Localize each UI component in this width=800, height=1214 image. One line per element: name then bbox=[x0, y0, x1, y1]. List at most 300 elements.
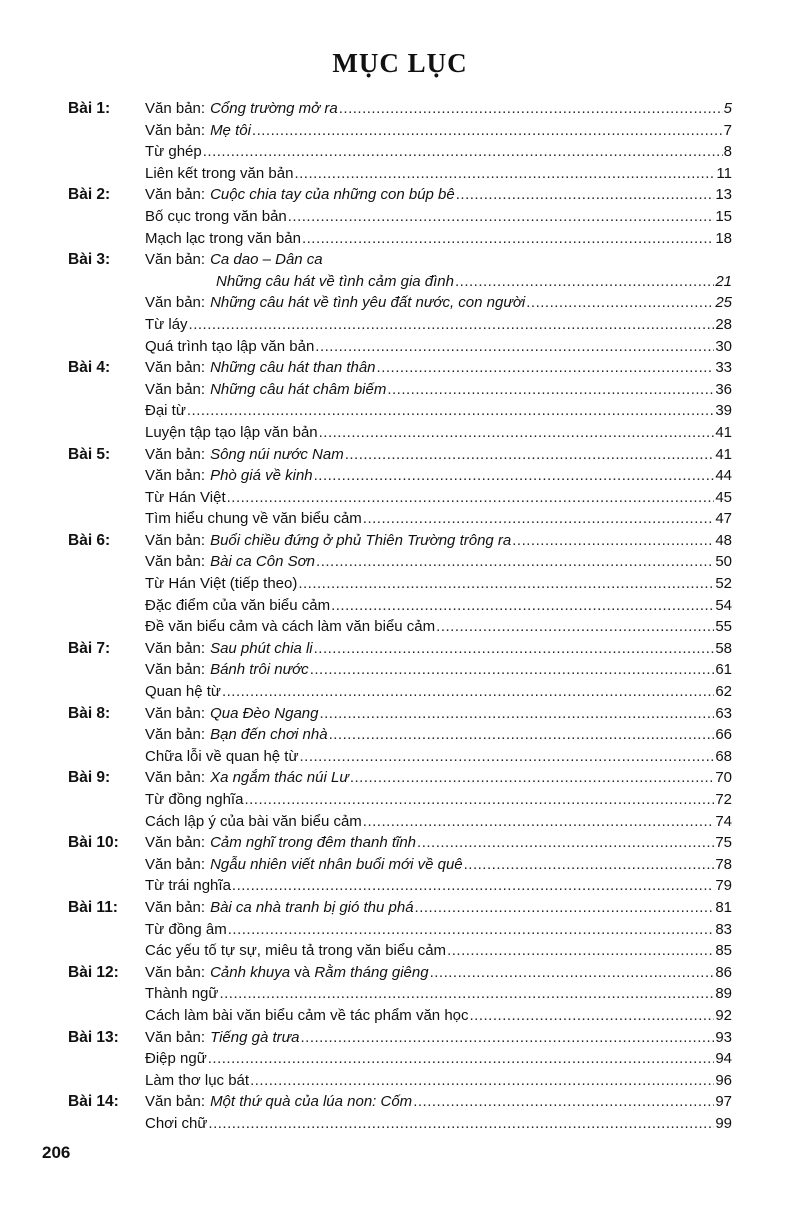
dot-leader bbox=[363, 508, 715, 530]
toc-entry bbox=[145, 1070, 732, 1092]
toc-row bbox=[68, 249, 732, 271]
entry-title-part: Từ đồng âm bbox=[145, 920, 227, 938]
toc-entry bbox=[145, 1048, 732, 1070]
toc-row bbox=[68, 444, 732, 466]
dot-leader bbox=[415, 897, 715, 919]
toc-entry bbox=[145, 530, 732, 552]
entry-title-part: Làm thơ lục bát bbox=[145, 1071, 250, 1089]
entry-title bbox=[145, 573, 297, 595]
dot-leader bbox=[203, 141, 723, 163]
entry-page-number: 25 bbox=[715, 294, 732, 312]
dot-leader bbox=[208, 1113, 714, 1135]
entry-prefix: Văn bản: bbox=[145, 963, 206, 981]
entry-page-number: 48 bbox=[715, 531, 732, 549]
entry-title-part: Qua Đèo Ngang bbox=[210, 704, 319, 722]
toc-entry bbox=[145, 508, 732, 530]
entry-page-number: 79 bbox=[715, 877, 732, 895]
entry-page-number: 86 bbox=[715, 963, 732, 981]
toc-entry bbox=[145, 228, 732, 250]
entry-title bbox=[145, 1005, 469, 1027]
entry-page-number: 62 bbox=[715, 683, 732, 701]
entry-page-number: 8 bbox=[723, 143, 732, 161]
entry-title-part: Từ đồng nghĩa bbox=[145, 791, 244, 808]
entry-page-number: 99 bbox=[715, 1114, 732, 1132]
toc-entry bbox=[145, 1113, 732, 1135]
toc-entry bbox=[145, 616, 732, 638]
entry-page-number: 63 bbox=[715, 704, 732, 722]
entry-page-number: 89 bbox=[715, 985, 732, 1003]
dot-leader bbox=[288, 206, 715, 228]
toc-row bbox=[68, 638, 732, 660]
entry-title bbox=[145, 141, 202, 163]
entry-title bbox=[210, 292, 525, 314]
entry-title-part: Bài ca nhà tranh bị gió thu phá bbox=[210, 898, 414, 916]
dot-leader bbox=[298, 573, 714, 595]
entry-title-part: Phò giá về kinh bbox=[210, 467, 313, 485]
entry-page-number: 28 bbox=[715, 315, 732, 333]
entry-prefix: Văn bản: bbox=[145, 834, 206, 852]
entry-title bbox=[210, 444, 344, 466]
dot-leader bbox=[244, 789, 714, 811]
entry-title bbox=[210, 530, 511, 552]
entry-page-number: 74 bbox=[715, 812, 732, 830]
entry-title bbox=[210, 854, 463, 876]
entry-page-number: 75 bbox=[715, 834, 732, 852]
entry-title-part: Rằm tháng giêng bbox=[314, 963, 429, 981]
toc-entry bbox=[145, 724, 732, 746]
lesson-label: Bài 12: bbox=[68, 963, 119, 981]
toc-entry bbox=[145, 897, 732, 919]
dot-leader bbox=[345, 444, 715, 466]
entry-title-part: Cổng trường mở ra bbox=[210, 100, 338, 117]
entry-page-number: 50 bbox=[715, 553, 732, 571]
entry-prefix: Văn bản: bbox=[145, 639, 206, 657]
entry-title-part: Tiếng gà trưa bbox=[210, 1028, 300, 1046]
entry-page-number: 7 bbox=[723, 121, 732, 139]
entry-title-part: Đặc điểm của văn biểu cảm bbox=[145, 596, 331, 614]
entry-title-part: Bố cục trong văn bản bbox=[145, 207, 287, 225]
entry-title bbox=[145, 595, 330, 617]
toc-entry bbox=[145, 746, 732, 768]
entry-prefix: Văn bản: bbox=[145, 251, 206, 269]
entry-title-part: Những câu hát châm biếm bbox=[210, 380, 387, 398]
entry-title-part: Cuộc chia tay của những con búp bê bbox=[210, 186, 455, 204]
entry-page-number: 18 bbox=[715, 229, 732, 247]
toc-entry bbox=[145, 854, 732, 876]
entry-page-number: 68 bbox=[715, 747, 732, 765]
toc-entry bbox=[145, 703, 732, 725]
toc-entry bbox=[216, 271, 732, 293]
dot-leader bbox=[526, 292, 714, 314]
entry-prefix: Văn bản: bbox=[145, 769, 206, 787]
entry-prefix: Văn bản: bbox=[145, 898, 206, 916]
entry-title-part: Sau phút chia li bbox=[210, 639, 313, 657]
entry-title bbox=[210, 357, 375, 379]
entry-title-part: Từ Hán Việt bbox=[145, 488, 226, 506]
entry-title-part: Cách làm bài văn biểu cảm về tác phẩm văn học bbox=[145, 1006, 469, 1024]
entry-prefix: Văn bản: bbox=[145, 661, 206, 679]
entry-title bbox=[210, 638, 313, 660]
toc-entry bbox=[145, 141, 732, 163]
entry-title-part: Đại từ bbox=[145, 402, 186, 420]
entry-title bbox=[145, 746, 299, 768]
entry-page-number: 83 bbox=[715, 920, 732, 938]
toc-entry bbox=[145, 962, 732, 984]
page-title: MỤC LỤC bbox=[332, 48, 468, 78]
entry-page-number: 41 bbox=[715, 445, 732, 463]
entry-title bbox=[145, 1070, 249, 1092]
dot-leader bbox=[470, 1005, 715, 1027]
dot-leader bbox=[208, 1048, 715, 1070]
toc-entry bbox=[145, 811, 732, 833]
entry-title bbox=[145, 875, 231, 897]
entry-page-number: 58 bbox=[715, 639, 732, 657]
entry-page-number: 97 bbox=[715, 1093, 732, 1111]
toc-row bbox=[68, 551, 732, 573]
dot-leader bbox=[252, 120, 723, 142]
entry-title bbox=[210, 1091, 412, 1113]
entry-prefix: Văn bản: bbox=[145, 1028, 206, 1046]
toc-row bbox=[68, 422, 732, 444]
entry-title bbox=[210, 962, 429, 984]
entry-title bbox=[210, 1027, 299, 1049]
entry-prefix: Văn bản: bbox=[145, 359, 206, 377]
entry-title bbox=[145, 400, 186, 422]
dot-leader bbox=[189, 314, 715, 336]
entry-title bbox=[216, 271, 454, 293]
entry-title-part: Một thứ quà của lúa non: Cốm bbox=[210, 1093, 413, 1111]
entry-page-number: 33 bbox=[715, 359, 732, 377]
toc-entry bbox=[145, 163, 732, 185]
entry-title-part: Buổi chiều đứng ở phủ Thiên Trường trông ra bbox=[210, 531, 512, 549]
entry-title bbox=[145, 314, 188, 336]
lesson-label: Bài 3: bbox=[68, 251, 111, 269]
dot-leader bbox=[331, 595, 714, 617]
entry-page-number: 52 bbox=[715, 575, 732, 593]
dot-leader bbox=[222, 681, 714, 703]
lesson-label: Bài 6: bbox=[68, 531, 111, 549]
dot-leader bbox=[228, 919, 715, 941]
entry-title bbox=[210, 379, 386, 401]
entry-prefix: Văn bản: bbox=[145, 855, 206, 873]
toc-row bbox=[68, 832, 732, 854]
toc-row bbox=[68, 292, 732, 314]
entry-title bbox=[145, 1113, 207, 1135]
entry-title-part: Luyện tập tạo lập văn bản bbox=[145, 423, 318, 441]
entry-page-number: 96 bbox=[715, 1071, 732, 1089]
toc-entry bbox=[145, 1005, 732, 1027]
entry-title bbox=[145, 681, 221, 703]
toc-row bbox=[68, 595, 732, 617]
toc-entry bbox=[145, 336, 732, 358]
toc-row bbox=[68, 573, 732, 595]
dot-leader bbox=[310, 659, 715, 681]
toc-row bbox=[68, 357, 732, 379]
entry-title-part: Đề văn biểu cảm và cách làm văn biểu cảm bbox=[145, 618, 436, 636]
toc-entry bbox=[145, 314, 732, 336]
dot-leader bbox=[302, 228, 714, 250]
entry-title bbox=[210, 465, 313, 487]
dot-leader bbox=[329, 724, 715, 746]
dot-leader bbox=[294, 163, 715, 185]
entry-title-part: Bánh trôi nước bbox=[210, 661, 309, 679]
dot-leader bbox=[430, 962, 715, 984]
dot-leader bbox=[447, 940, 714, 962]
entry-title-part: Sông núi nước Nam bbox=[210, 445, 344, 463]
entry-title-part: Liên kết trong văn bản bbox=[145, 164, 294, 182]
dot-leader bbox=[455, 271, 714, 293]
entry-prefix: Văn bản: bbox=[145, 186, 206, 204]
entry-title-part: Những câu hát về tình cảm gia đình bbox=[216, 272, 454, 290]
dot-leader bbox=[300, 1027, 714, 1049]
toc-entry bbox=[145, 120, 732, 142]
toc-entry bbox=[145, 789, 732, 811]
entry-title-part: Quan hệ từ bbox=[145, 683, 221, 701]
dot-leader bbox=[339, 98, 723, 120]
entry-title-part: Quá trình tạo lập văn bản bbox=[145, 337, 315, 355]
entry-page-number: 36 bbox=[715, 380, 732, 398]
lesson-label: Bài 1: bbox=[68, 100, 111, 117]
entry-title-part: Cảnh khuya bbox=[210, 963, 291, 981]
toc-entry bbox=[145, 184, 732, 206]
toc-row bbox=[68, 271, 732, 293]
toc-row bbox=[68, 163, 732, 185]
dot-leader bbox=[316, 551, 714, 573]
toc-row bbox=[68, 897, 732, 919]
entry-title bbox=[210, 120, 251, 142]
toc-row bbox=[68, 1091, 732, 1113]
entry-title-part: Điệp ngữ bbox=[145, 1050, 207, 1068]
dot-leader bbox=[363, 811, 715, 833]
entry-title-part: Ca dao – Dân ca bbox=[210, 251, 323, 269]
entry-page-number: 44 bbox=[715, 467, 732, 485]
entry-title bbox=[210, 659, 309, 681]
dot-leader bbox=[436, 616, 714, 638]
dot-leader bbox=[350, 767, 714, 789]
entry-title-part: Mạch lạc trong văn bản bbox=[145, 229, 301, 247]
lesson-label: Bài 9: bbox=[68, 769, 111, 787]
toc-entry bbox=[145, 465, 732, 487]
entry-page-number: 13 bbox=[715, 186, 732, 204]
toc-row bbox=[68, 206, 732, 228]
toc-row bbox=[68, 681, 732, 703]
entry-prefix: Văn bản: bbox=[145, 294, 206, 312]
entry-title-part: Các yếu tố tự sự, miêu tả trong văn biểu cảm bbox=[145, 942, 447, 960]
lesson-label: Bài 13: bbox=[68, 1028, 119, 1046]
lesson-label: Bài 11: bbox=[68, 898, 118, 916]
entry-prefix: Văn bản: bbox=[145, 553, 206, 571]
entry-page-number: 45 bbox=[715, 488, 732, 506]
entry-title bbox=[145, 811, 362, 833]
entry-title bbox=[145, 422, 318, 444]
toc-entry bbox=[145, 638, 732, 660]
entry-title-part: Cách lập ý của bài văn biểu cảm bbox=[145, 812, 362, 830]
entry-page-number: 39 bbox=[715, 402, 732, 420]
entry-page-number: 93 bbox=[715, 1028, 732, 1046]
toc-entry bbox=[145, 1027, 732, 1049]
entry-prefix: Văn bản: bbox=[145, 121, 206, 139]
entry-prefix: Văn bản: bbox=[145, 100, 206, 117]
toc-row bbox=[68, 1048, 732, 1070]
entry-title-part: Xa ngắm thác núi Lư bbox=[210, 769, 349, 787]
toc-entry bbox=[145, 659, 732, 681]
entry-title bbox=[145, 983, 218, 1005]
entry-title-part: Chữa lỗi về quan hệ từ bbox=[145, 747, 299, 765]
dot-leader bbox=[219, 983, 714, 1005]
entry-title-part: Từ ghép bbox=[145, 143, 202, 161]
entry-title bbox=[210, 551, 315, 573]
dot-leader bbox=[377, 357, 715, 379]
entry-title bbox=[145, 789, 243, 811]
toc-entry bbox=[145, 444, 732, 466]
toc-row bbox=[68, 336, 732, 358]
entry-title bbox=[210, 767, 349, 789]
entry-page-number: 5 bbox=[723, 100, 732, 117]
entry-title-part: Tìm hiểu chung về văn biểu cảm bbox=[145, 510, 362, 528]
toc-row bbox=[68, 659, 732, 681]
dot-leader bbox=[512, 530, 714, 552]
toc-entry bbox=[145, 292, 732, 314]
entry-title bbox=[145, 616, 435, 638]
entry-title bbox=[145, 487, 226, 509]
entry-page-number: 61 bbox=[715, 661, 732, 679]
dot-leader bbox=[319, 422, 715, 444]
entry-title bbox=[210, 724, 328, 746]
dot-leader bbox=[387, 379, 714, 401]
toc-row bbox=[68, 400, 732, 422]
entry-page-number: 30 bbox=[715, 337, 732, 355]
toc-row bbox=[68, 983, 732, 1005]
toc-entry bbox=[145, 940, 732, 962]
lesson-label: Bài 4: bbox=[68, 359, 111, 377]
toc-row bbox=[68, 530, 732, 552]
dot-leader bbox=[314, 465, 715, 487]
toc-row bbox=[68, 1070, 732, 1092]
toc-row bbox=[68, 465, 732, 487]
entry-page-number: 54 bbox=[715, 596, 732, 614]
toc-entry bbox=[145, 422, 732, 444]
entry-page-number: 94 bbox=[715, 1050, 732, 1068]
entry-title-part: Ngẫu nhiên viết nhân buổi mới về quê bbox=[210, 855, 463, 873]
lesson-label: Bài 10: bbox=[68, 834, 119, 852]
toc-entry bbox=[145, 249, 732, 271]
entry-title-part: Bạn đến chơi nhà bbox=[210, 726, 328, 744]
entry-title-part: Bài ca Côn Sơn bbox=[210, 553, 316, 571]
page-number: 206 bbox=[42, 1143, 71, 1162]
toc-entry bbox=[145, 487, 732, 509]
toc-row bbox=[68, 508, 732, 530]
entry-title-part: Cảm nghĩ trong đêm thanh tĩnh bbox=[210, 834, 417, 852]
entry-page-number: 81 bbox=[715, 898, 732, 916]
toc-entry bbox=[145, 573, 732, 595]
entry-title-part: Chơi chữ bbox=[145, 1114, 208, 1132]
dot-leader bbox=[227, 487, 715, 509]
entry-page-number: 41 bbox=[715, 423, 732, 441]
toc-entry bbox=[145, 551, 732, 573]
entry-prefix: Văn bản: bbox=[145, 726, 206, 744]
entry-title bbox=[145, 508, 362, 530]
dot-leader bbox=[413, 1091, 714, 1113]
entry-title-part: và bbox=[290, 963, 315, 981]
entry-title bbox=[145, 206, 287, 228]
toc-entry bbox=[145, 595, 732, 617]
entry-title bbox=[145, 228, 301, 250]
toc-entry bbox=[145, 1091, 732, 1113]
toc-row bbox=[68, 98, 732, 120]
dot-leader bbox=[319, 703, 714, 725]
toc-row bbox=[68, 184, 732, 206]
toc-row bbox=[68, 1113, 732, 1135]
lesson-label: Bài 5: bbox=[68, 445, 111, 463]
dot-leader bbox=[250, 1070, 714, 1092]
entry-title bbox=[145, 336, 314, 358]
entry-title bbox=[210, 703, 318, 725]
entry-title bbox=[145, 940, 446, 962]
lesson-label: Bài 14: bbox=[68, 1093, 119, 1111]
entry-page-number: 55 bbox=[715, 618, 732, 636]
dot-leader bbox=[464, 854, 715, 876]
lesson-label: Bài 8: bbox=[68, 704, 111, 722]
entry-page-number: 78 bbox=[715, 855, 732, 873]
entry-prefix: Văn bản: bbox=[145, 704, 206, 722]
entry-page-number: 21 bbox=[715, 272, 732, 290]
entry-title-part: Thành ngữ bbox=[145, 985, 219, 1003]
dot-leader bbox=[456, 184, 715, 206]
entry-page-number: 47 bbox=[715, 510, 732, 528]
toc-entry bbox=[145, 983, 732, 1005]
entry-title-part: Những câu hát về tình yêu đất nước, con người bbox=[210, 294, 526, 312]
entry-title bbox=[210, 184, 455, 206]
toc-row bbox=[68, 767, 732, 789]
toc-row bbox=[68, 314, 732, 336]
toc-entry bbox=[145, 98, 732, 120]
dot-leader bbox=[187, 400, 714, 422]
toc-entry bbox=[145, 919, 732, 941]
entry-page-number: 92 bbox=[715, 1006, 732, 1024]
entry-title bbox=[145, 1048, 207, 1070]
toc-row bbox=[68, 940, 732, 962]
toc-entry bbox=[145, 767, 732, 789]
toc-row bbox=[68, 228, 732, 250]
toc-entry bbox=[145, 357, 732, 379]
entry-title bbox=[210, 249, 323, 271]
toc-row bbox=[68, 724, 732, 746]
toc-row bbox=[68, 1005, 732, 1027]
entry-page-number: 70 bbox=[715, 769, 732, 787]
toc-row bbox=[68, 789, 732, 811]
entry-prefix: Văn bản: bbox=[145, 445, 206, 463]
entry-page-number: 72 bbox=[715, 791, 732, 808]
toc-row bbox=[68, 120, 732, 142]
lesson-label: Bài 7: bbox=[68, 639, 111, 657]
entry-title bbox=[145, 919, 227, 941]
entry-title-part: Từ láy bbox=[145, 315, 188, 333]
table-of-contents bbox=[68, 98, 732, 1135]
toc-row bbox=[68, 141, 732, 163]
entry-title-part: Mẹ tôi bbox=[210, 121, 251, 139]
toc-row bbox=[68, 616, 732, 638]
entry-title-part: Từ Hán Việt (tiếp theo) bbox=[145, 575, 298, 593]
toc-row bbox=[68, 703, 732, 725]
toc-row bbox=[68, 919, 732, 941]
toc-row bbox=[68, 811, 732, 833]
entry-prefix: Văn bản: bbox=[145, 531, 206, 549]
entry-title bbox=[210, 832, 416, 854]
dot-leader bbox=[315, 336, 714, 358]
entry-prefix: Văn bản: bbox=[145, 380, 206, 398]
entry-page-number: 85 bbox=[715, 942, 732, 960]
toc-row bbox=[68, 746, 732, 768]
